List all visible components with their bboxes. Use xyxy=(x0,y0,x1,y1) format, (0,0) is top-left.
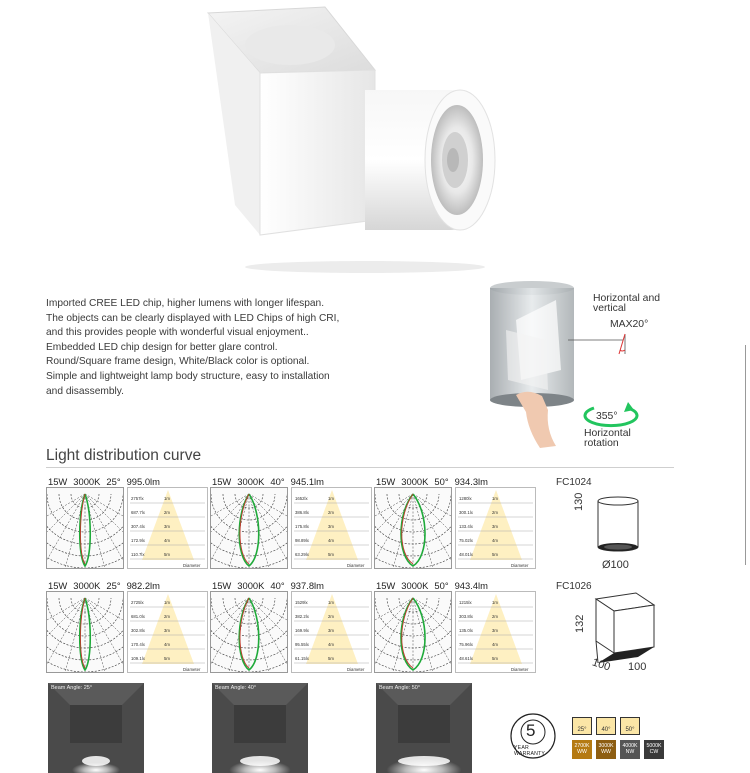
color-temp-value: 4000K xyxy=(622,743,638,749)
svg-text:Diameter: Diameter xyxy=(511,563,529,568)
section-divider xyxy=(46,467,674,468)
rotation-angle: 355° xyxy=(596,411,618,422)
illuminance-table xyxy=(455,487,536,569)
panel-lumen: 937.8lm xyxy=(290,580,324,591)
svg-text:300.1lx: 300.1lx xyxy=(459,510,473,515)
svg-text:2725lx: 2725lx xyxy=(131,600,144,605)
svg-text:2m: 2m xyxy=(328,510,334,515)
model-name: FC1026 xyxy=(556,581,592,592)
model-name: FC1024 xyxy=(556,477,592,488)
panel-lumen: 982.2lm xyxy=(126,580,160,591)
panel-cct: 3000K xyxy=(73,580,101,591)
beam-angle-chip: 40° xyxy=(596,717,616,735)
color-temp-value: 2700K xyxy=(574,743,590,749)
svg-text:4m: 4m xyxy=(328,642,334,647)
color-temp-type: WW xyxy=(577,749,587,755)
svg-text:169.9lx: 169.9lx xyxy=(295,628,309,633)
panel-angle: 50° xyxy=(434,476,449,487)
feature-line: Round/Square frame design, White/Black color is optional. xyxy=(46,356,310,368)
panel-lumen: 945.1lm xyxy=(290,476,324,487)
svg-text:1529lx: 1529lx xyxy=(295,600,308,605)
demo-label-hv-1: Horizontal and xyxy=(593,293,661,304)
warranty-years: 5 xyxy=(526,721,536,740)
feature-line: and disassembly. xyxy=(46,385,124,397)
svg-text:3m: 3m xyxy=(328,628,334,633)
svg-text:48.61lx: 48.61lx xyxy=(459,656,473,661)
illuminance-table xyxy=(127,591,208,673)
svg-text:63.29lx: 63.29lx xyxy=(295,552,309,557)
panel-cct: 3000K xyxy=(401,476,429,487)
color-temp-chip xyxy=(644,740,664,759)
panel-cct: 3000K xyxy=(401,580,429,591)
svg-text:3m: 3m xyxy=(164,524,170,529)
color-temp-chip xyxy=(572,740,592,759)
svg-text:1m: 1m xyxy=(328,496,334,501)
svg-text:1280lx: 1280lx xyxy=(459,496,472,501)
color-temp-type: WW xyxy=(601,749,611,755)
color-temp-value: 3000K xyxy=(598,743,614,749)
svg-text:307.4lx: 307.4lx xyxy=(131,524,145,529)
panel-angle: 40° xyxy=(270,580,285,591)
panel-header xyxy=(212,580,330,591)
svg-text:1215lx: 1215lx xyxy=(459,600,472,605)
panel-cct: 3000K xyxy=(237,580,265,591)
svg-text:4m: 4m xyxy=(492,642,498,647)
product-image xyxy=(205,5,505,275)
svg-text:48.01lx: 48.01lx xyxy=(459,552,473,557)
illuminance-table xyxy=(291,487,372,569)
feature-list xyxy=(46,297,366,399)
svg-text:5m: 5m xyxy=(492,656,498,661)
color-temp-chip xyxy=(620,740,640,759)
svg-text:110.7lx: 110.7lx xyxy=(131,552,145,557)
svg-text:1m: 1m xyxy=(492,600,498,605)
svg-text:687.7lx: 687.7lx xyxy=(131,510,145,515)
svg-text:75.02lx: 75.02lx xyxy=(459,538,473,543)
svg-text:175.8lx: 175.8lx xyxy=(295,524,309,529)
beam-photo xyxy=(48,683,144,773)
distribution-panel xyxy=(46,580,206,680)
color-temp-value: 5000K xyxy=(646,743,662,749)
svg-text:5m: 5m xyxy=(328,656,334,661)
svg-text:2m: 2m xyxy=(164,614,170,619)
svg-text:1m: 1m xyxy=(328,600,334,605)
svg-text:4m: 4m xyxy=(328,538,334,543)
svg-text:4m: 4m xyxy=(164,538,170,543)
cylinder-diameter: Ø100 xyxy=(602,559,629,571)
feature-line: The objects can be clearly displayed with LED Chips of high CRI, xyxy=(46,312,340,324)
svg-text:302.8lx: 302.8lx xyxy=(131,628,145,633)
feature-line: Imported CREE LED chip, higher lumens with longer lifespan. xyxy=(46,298,325,309)
panel-header xyxy=(212,476,330,487)
polar-diagram xyxy=(46,591,124,673)
cube-diagram xyxy=(556,591,676,681)
panel-angle: 25° xyxy=(106,476,121,487)
svg-text:Diameter: Diameter xyxy=(347,563,365,568)
panel-power: 15W xyxy=(376,580,396,591)
demo-label-rot-1: Horizontal xyxy=(584,428,631,439)
panel-angle: 25° xyxy=(106,580,121,591)
panel-angle: 50° xyxy=(434,580,449,591)
tilt-label: MAX20° xyxy=(610,319,649,330)
panel-power: 15W xyxy=(376,476,396,487)
svg-text:109.1lx: 109.1lx xyxy=(131,656,145,661)
panel-lumen: 943.4lm xyxy=(454,580,488,591)
svg-text:3m: 3m xyxy=(328,524,334,529)
svg-text:Diameter: Diameter xyxy=(511,667,529,672)
svg-text:2m: 2m xyxy=(164,510,170,515)
polar-diagram xyxy=(210,591,288,673)
demo-label-hv-2: vertical xyxy=(593,303,626,314)
beam-angle-chip: 25° xyxy=(572,717,592,735)
beam-photo xyxy=(212,683,308,773)
svg-text:2m: 2m xyxy=(492,614,498,619)
panel-cct: 3000K xyxy=(237,476,265,487)
feature-line: Embedded LED chip design for better glare control. xyxy=(46,341,278,353)
cube-width-2: 100 xyxy=(628,661,647,673)
beam-angle-chip: 50° xyxy=(620,717,640,735)
beam-photo-label: Beam Angle: 40° xyxy=(215,685,257,691)
rotation-demo xyxy=(486,280,666,450)
polar-diagram xyxy=(210,487,288,569)
cylinder-height: 130 xyxy=(573,492,585,511)
warranty-text: YEAR WARRANTY xyxy=(514,745,546,757)
distribution-panel xyxy=(210,580,370,680)
svg-text:1652lx: 1652lx xyxy=(295,496,308,501)
polar-diagram xyxy=(46,487,124,569)
svg-text:303.8lx: 303.8lx xyxy=(459,614,473,619)
illuminance-table xyxy=(291,591,372,673)
svg-text:5m: 5m xyxy=(328,552,334,557)
feature-line: Simple and lightweight lamp body structure, easy to installation xyxy=(46,370,330,382)
svg-text:1m: 1m xyxy=(164,600,170,605)
demo-label-rot-2: rotation xyxy=(584,438,619,449)
svg-text:3m: 3m xyxy=(492,628,498,633)
svg-text:5m: 5m xyxy=(164,552,170,557)
panel-angle: 40° xyxy=(270,476,285,487)
feature-line: and this provides people with wonderful visual enjoyment.. xyxy=(46,327,309,339)
svg-text:170.4lx: 170.4lx xyxy=(131,642,145,647)
svg-text:4m: 4m xyxy=(164,642,170,647)
svg-text:382.2lx: 382.2lx xyxy=(295,614,309,619)
distribution-panel xyxy=(210,476,370,576)
cube-width-1: 100 xyxy=(590,656,612,674)
section-title: Light distribution curve xyxy=(46,447,202,464)
svg-text:681.0lx: 681.0lx xyxy=(131,614,145,619)
panel-power: 15W xyxy=(212,580,232,591)
panel-lumen: 934.3lm xyxy=(454,476,488,487)
panel-header xyxy=(48,476,166,487)
illuminance-table xyxy=(455,591,536,673)
svg-text:135.0lx: 135.0lx xyxy=(459,628,473,633)
distribution-panel xyxy=(374,580,534,680)
rotation-demo-illustration xyxy=(486,280,666,450)
panel-cct: 3000K xyxy=(73,476,101,487)
svg-text:5m: 5m xyxy=(492,552,498,557)
svg-text:2m: 2m xyxy=(492,510,498,515)
color-temp-type: CW xyxy=(649,749,659,755)
panel-power: 15W xyxy=(48,580,68,591)
svg-text:172.9lx: 172.9lx xyxy=(131,538,145,543)
color-temp-chip xyxy=(596,740,616,759)
svg-text:95.55lx: 95.55lx xyxy=(295,642,309,647)
svg-text:98.89lx: 98.89lx xyxy=(295,538,309,543)
beam-photo-label: Beam Angle: 50° xyxy=(379,685,421,691)
distribution-panel xyxy=(46,476,206,576)
svg-text:2757lx: 2757lx xyxy=(131,496,144,501)
svg-text:61.15lx: 61.15lx xyxy=(295,656,309,661)
svg-text:Diameter: Diameter xyxy=(183,667,201,672)
svg-text:3m: 3m xyxy=(492,524,498,529)
distribution-panel xyxy=(374,476,534,576)
svg-text:1m: 1m xyxy=(492,496,498,501)
svg-text:4m: 4m xyxy=(492,538,498,543)
svg-text:5m: 5m xyxy=(164,656,170,661)
cylinder-diagram xyxy=(556,487,676,577)
svg-text:133.4lx: 133.4lx xyxy=(459,524,473,529)
polar-diagram xyxy=(374,591,452,673)
polar-diagram xyxy=(374,487,452,569)
panel-power: 15W xyxy=(48,476,68,487)
warranty-badge xyxy=(509,712,557,760)
svg-text:75.96lx: 75.96lx xyxy=(459,642,473,647)
panel-header xyxy=(376,580,494,591)
svg-text:386.8lx: 386.8lx xyxy=(295,510,309,515)
svg-text:1m: 1m xyxy=(164,496,170,501)
svg-text:Diameter: Diameter xyxy=(183,563,201,568)
panel-power: 15W xyxy=(212,476,232,487)
beam-photo-label: Beam Angle: 25° xyxy=(51,685,93,691)
svg-text:3m: 3m xyxy=(164,628,170,633)
svg-text:2m: 2m xyxy=(328,614,334,619)
panel-header xyxy=(376,476,494,487)
illuminance-table xyxy=(127,487,208,569)
color-temp-type: NW xyxy=(625,749,635,755)
svg-text:Diameter: Diameter xyxy=(347,667,365,672)
beam-photo xyxy=(376,683,472,773)
panel-header xyxy=(48,580,166,591)
panel-lumen: 995.0lm xyxy=(126,476,160,487)
page-edge-line xyxy=(745,345,746,565)
cube-height: 132 xyxy=(574,614,586,633)
